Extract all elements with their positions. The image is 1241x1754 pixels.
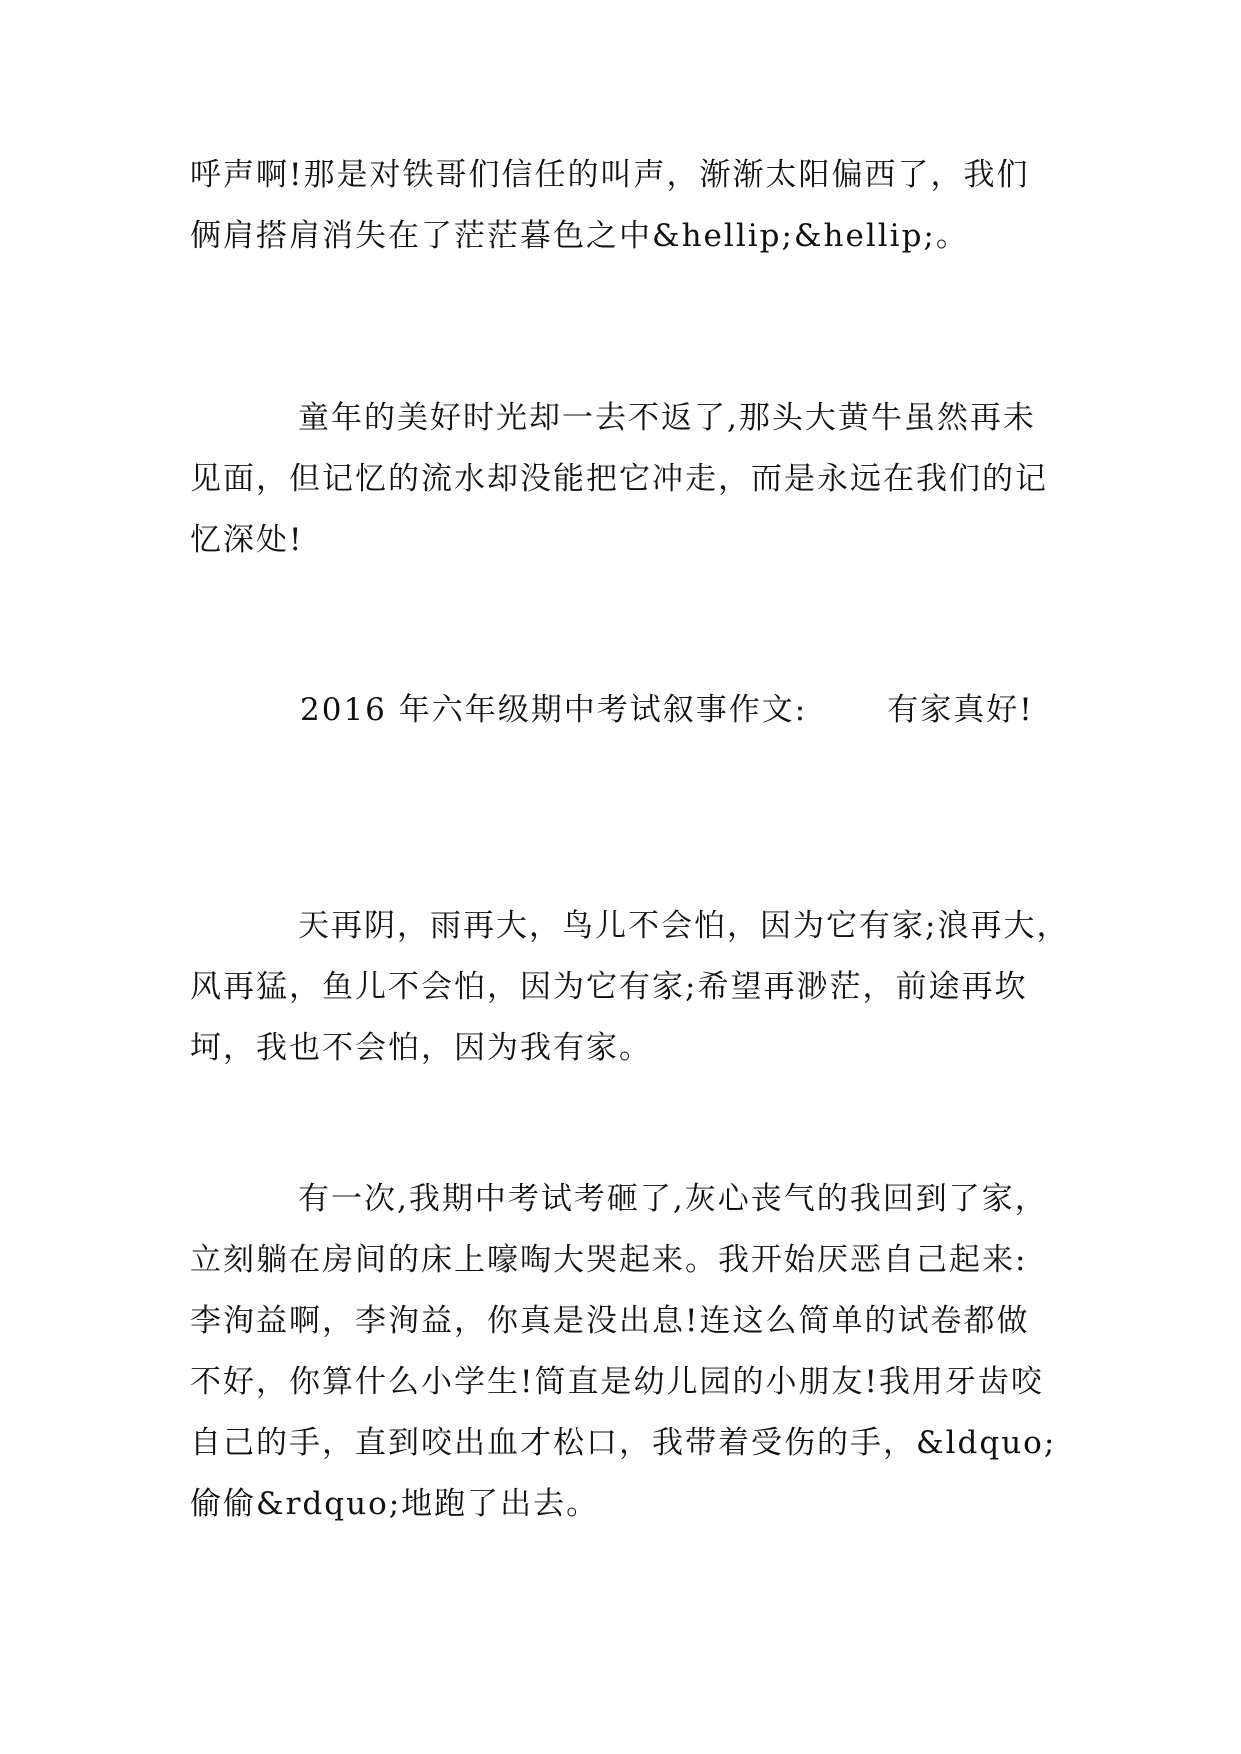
paragraph-line: 呼声啊!那是对铁哥们信任的叫声，渐渐太阳偏西了，我们 [190, 157, 1030, 193]
essay-title-sub: 有家真好! [887, 692, 1034, 728]
paragraph-line: 偷偷&rdquo;地跑了出去。 [190, 1486, 600, 1522]
paragraph-line: 忆深处! [190, 522, 304, 558]
paragraph-line: 俩肩搭肩消失在了茫茫暮色之中&hellip;&hellip;。 [190, 218, 969, 254]
paragraph-line: 童年的美好时光却一去不返了,那头大黄牛虽然再未 [298, 400, 1036, 436]
paragraph-line: 天再阴，雨再大，鸟儿不会怕，因为它有家;浪再大， [298, 908, 1070, 944]
paragraph-line: 见面，但记忆的流水却没能把它冲走，而是永远在我们的记 [190, 461, 1048, 497]
paragraph-line: 李洵益啊，李洵益，你真是没出息!连这么简单的试卷都做 [190, 1303, 1030, 1339]
paragraph-1 [190, 145, 1070, 267]
paragraph-3 [190, 896, 1070, 1079]
paragraph-line: 立刻躺在房间的床上嚎啕大哭起来。我开始厌恶自己起来: [190, 1242, 1028, 1278]
paragraph-2 [190, 388, 1070, 571]
paragraph-4 [190, 1169, 1070, 1535]
essay-title-main: 2016 年六年级期中考试叙事作文: [300, 692, 808, 728]
paragraph-line: 坷，我也不会怕，因为我有家。 [190, 1030, 652, 1066]
paragraph-line: 有一次,我期中考试考砸了,灰心丧气的我回到了家， [298, 1181, 1048, 1217]
paragraph-line: 风再猛，鱼儿不会怕，因为它有家;希望再渺茫，前途再坎 [190, 969, 1028, 1005]
essay-title [300, 680, 1034, 741]
paragraph-line: 自己的手，直到咬出血才松口，我带着受伤的手，&ldquo; [190, 1425, 1057, 1461]
paragraph-line: 不好，你算什么小学生!简直是幼儿园的小朋友!我用牙齿咬 [190, 1364, 1044, 1400]
